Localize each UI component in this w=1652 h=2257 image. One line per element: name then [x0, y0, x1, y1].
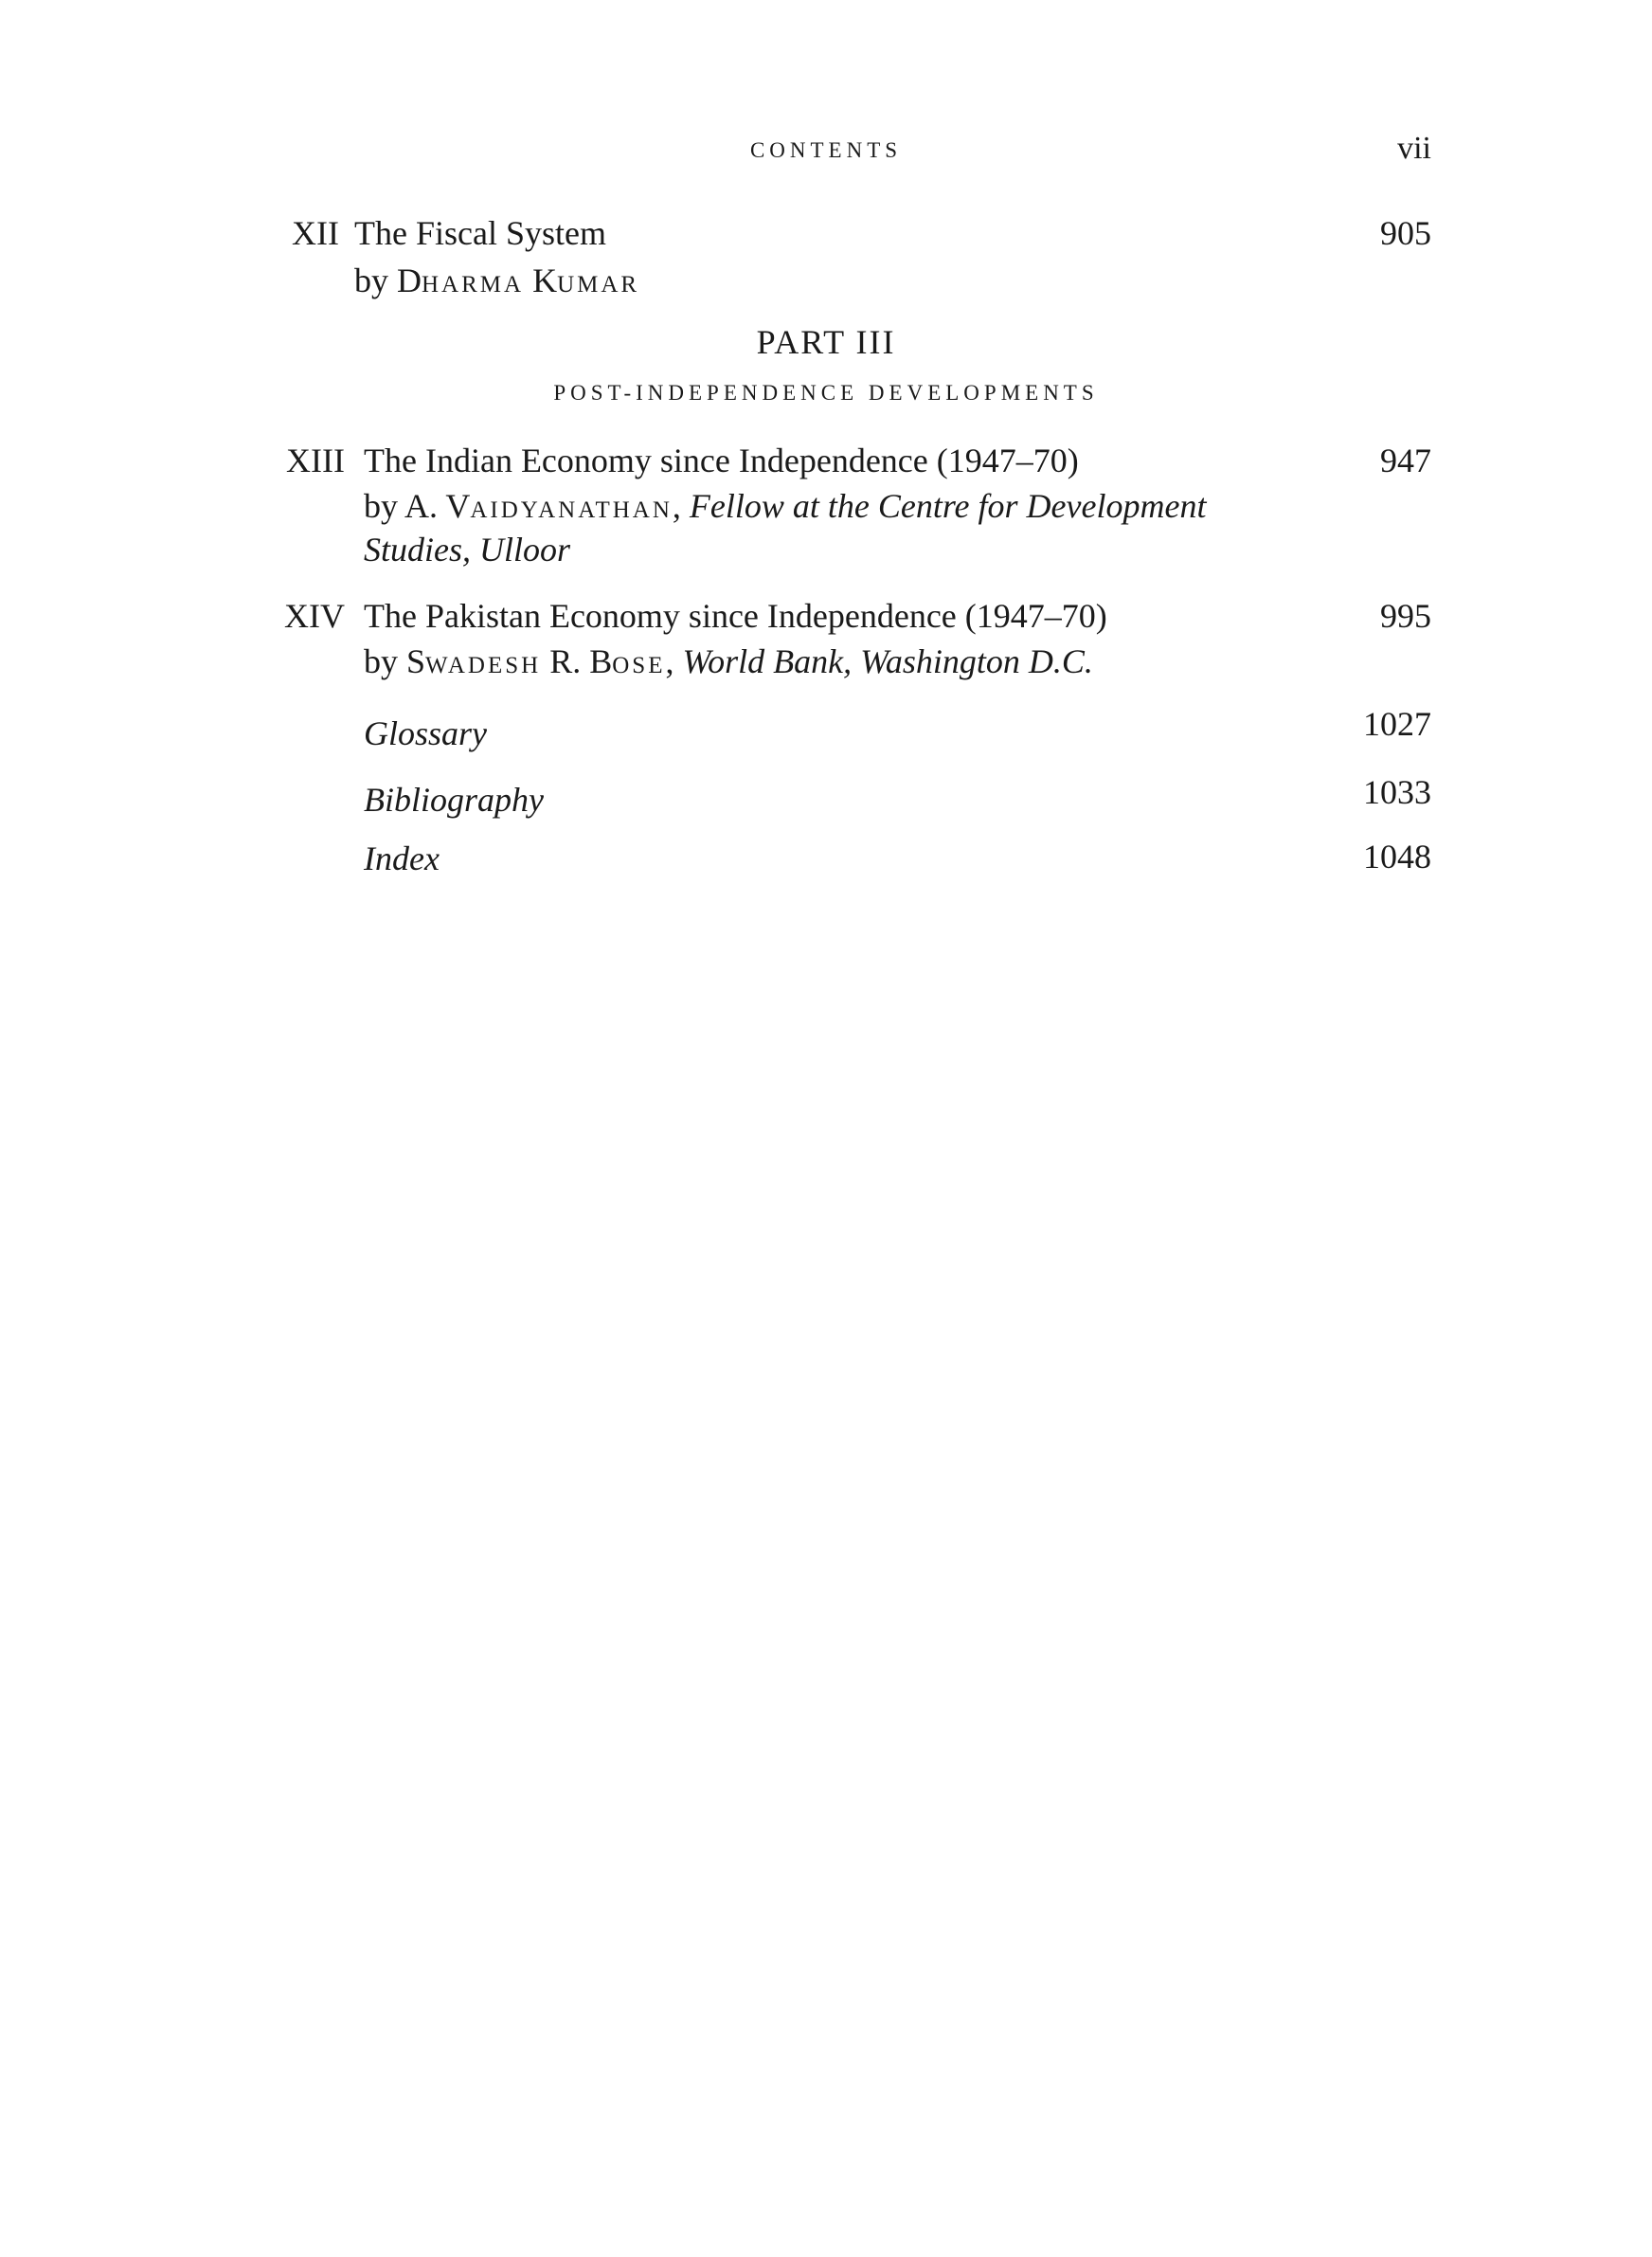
author-prefix: by — [354, 262, 388, 299]
part-subheading: POST-INDEPENDENCE DEVELOPMENTS — [553, 381, 1099, 405]
chapter-author-line — [354, 260, 639, 306]
chapter-page-number: 995 — [1380, 597, 1431, 635]
chapter-numeral: XII — [292, 214, 339, 252]
chapter-numeral: XIII — [286, 442, 345, 479]
running-head — [0, 131, 1652, 169]
author-affiliation-continued: Studies, Ulloor — [364, 531, 571, 569]
back-matter-label: Glossary — [364, 714, 488, 752]
back-matter-page-number: 1027 — [1363, 705, 1431, 743]
author-name: VAIDYANATHAN — [445, 487, 673, 525]
chapter-page-number: 947 — [1380, 442, 1431, 479]
chapter-title: The Fiscal System — [354, 214, 606, 252]
author-prefix: by — [364, 642, 398, 680]
chapter-title: The Indian Economy since Independence (1947–70) — [364, 442, 1079, 479]
back-matter-label: Bibliography — [364, 781, 544, 819]
author-affiliation: Fellow at the Centre for Development — [689, 487, 1207, 525]
part-heading: PART III — [756, 323, 896, 361]
page-folio: vii — [1397, 131, 1431, 166]
author-name: DHARMA KUMAR — [397, 262, 640, 299]
chapter-author-line: by SWADESH R. BOSE, World Bank, Washington D.C. — [364, 642, 1093, 680]
back-matter-page-number: 1033 — [1363, 773, 1431, 811]
author-prefix: by — [364, 487, 398, 525]
back-matter-page-number: 1048 — [1363, 838, 1431, 876]
chapter-title: The Pakistan Economy since Independence (1947–70) — [364, 597, 1107, 635]
chapter-author-line: by A. VAIDYANATHAN, Fellow at the Centre for Development — [364, 487, 1207, 525]
chapter-numeral: XIV — [284, 597, 345, 635]
running-title: CONTENTS — [749, 138, 903, 162]
chapter-page-number: 905 — [1380, 214, 1431, 252]
author-name: SWADESH R. BOSE — [406, 642, 666, 680]
author-affiliation: World Bank, Washington D.C. — [682, 642, 1093, 680]
back-matter-label: Index — [364, 840, 440, 877]
author-initial: A. — [404, 487, 439, 525]
